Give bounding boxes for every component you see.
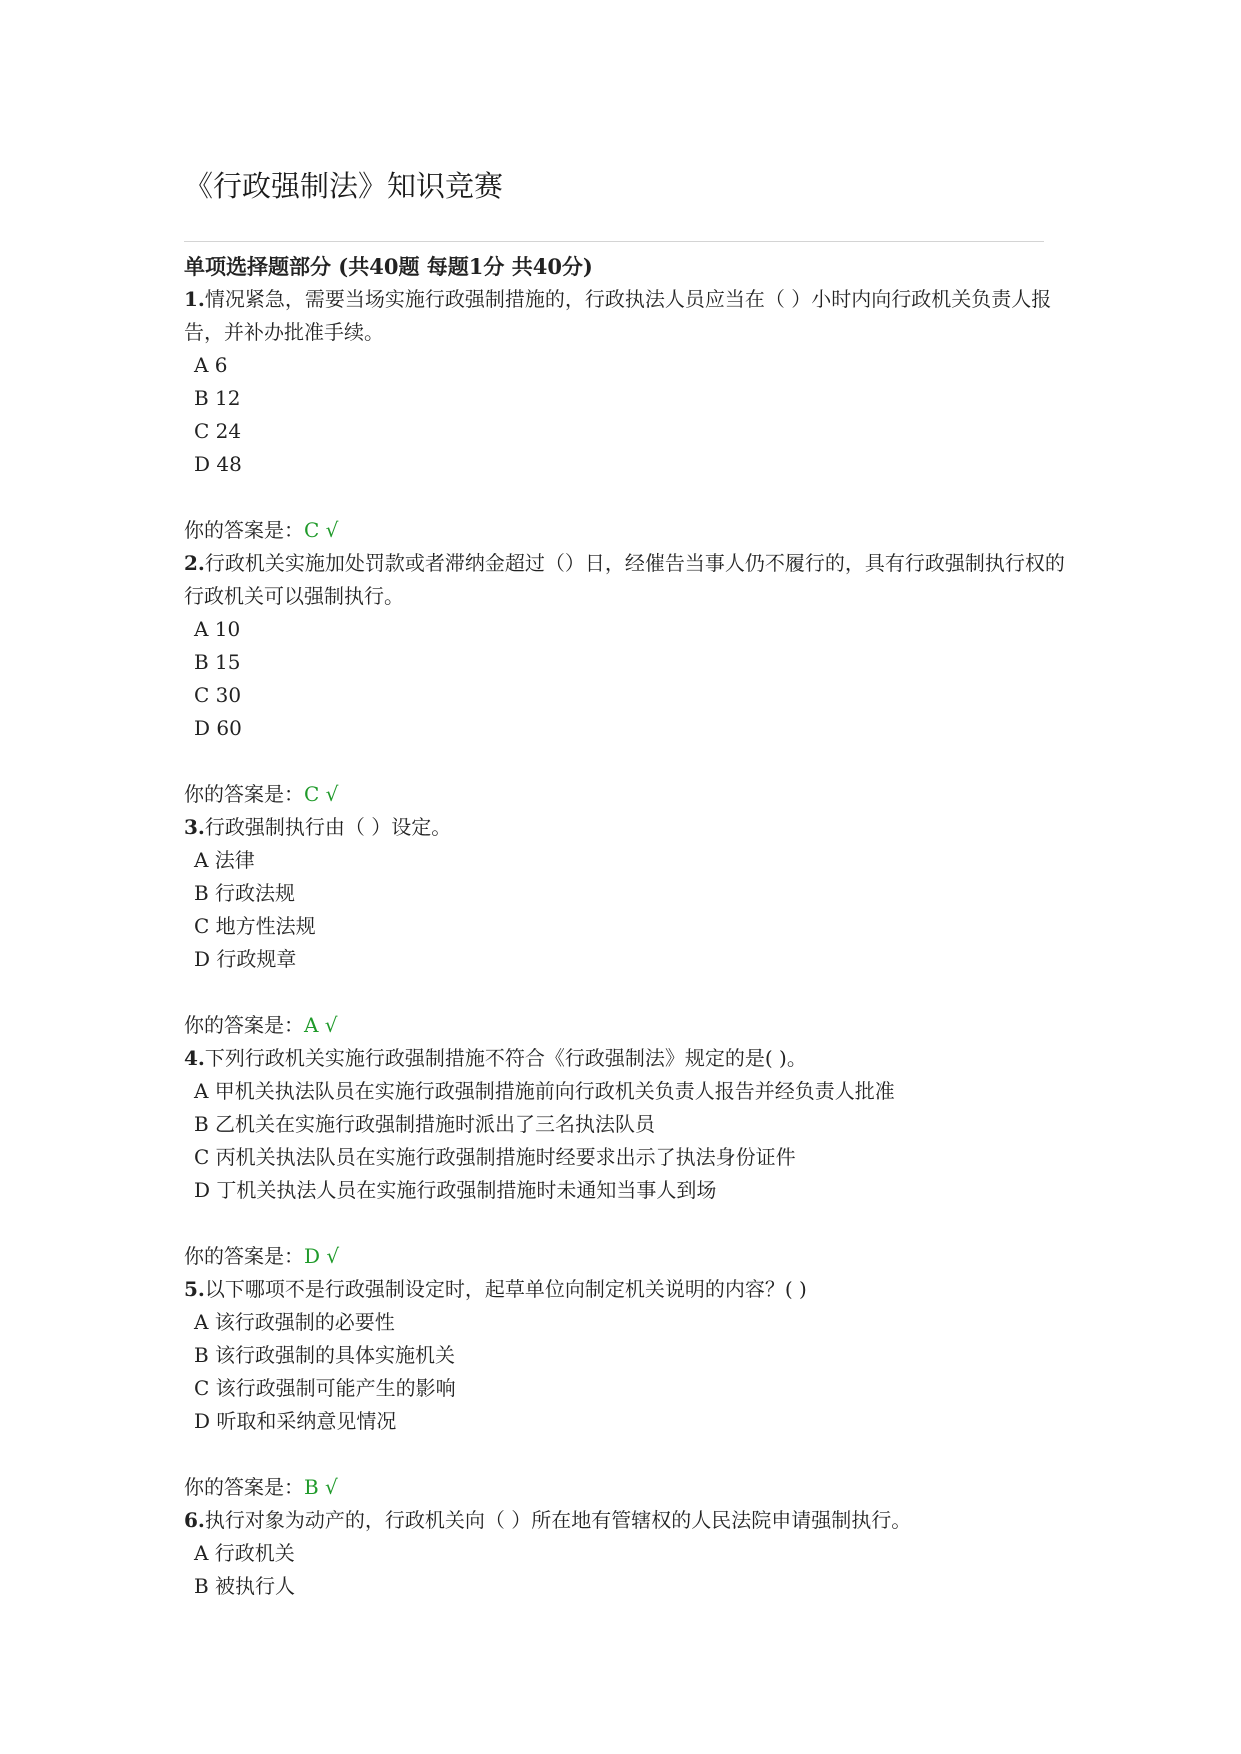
option-list (184, 1306, 1084, 1438)
answer-prefix: 你的答案是： (184, 518, 304, 542)
answer-line (184, 1240, 1084, 1273)
option-c[interactable]: C 24 (194, 419, 242, 443)
question-stem: 执行对象为动产的，行政机关向（ ）所在地有管辖权的人民法院申请强制执行。 (204, 1508, 912, 1532)
answer-line (184, 1471, 1084, 1504)
question-text (184, 1273, 1084, 1306)
option-b[interactable]: B 乙机关在实施行政强制措施时派出了三名执法队员 (194, 1112, 656, 1136)
answer-prefix: 你的答案是： (184, 1244, 304, 1268)
option-list (184, 613, 1084, 745)
option-a[interactable]: A 法律 (194, 848, 255, 872)
question-block (184, 1273, 1084, 1504)
answer-value: D √ (304, 1244, 340, 1268)
question-block (184, 1504, 1084, 1603)
option-list (184, 1537, 1084, 1603)
option-list (184, 349, 1084, 481)
question-text (184, 283, 1084, 349)
question-block (184, 1042, 1084, 1273)
question-block (184, 811, 1084, 1042)
answer-prefix: 你的答案是： (184, 782, 304, 806)
answer-value: B √ (304, 1475, 338, 1499)
option-b[interactable]: B 15 (194, 650, 241, 674)
question-number: 1. (184, 287, 205, 311)
option-d[interactable]: D 行政规章 (194, 947, 297, 971)
question-stem: 行政机关实施加处罚款或者滞纳金超过（）日，经催告当事人仍不履行的，具有行政强制执行权的行政机关可以强制执行。 (184, 551, 1065, 608)
section-title: 单项选择题部分 (共40题 每题1分 共40分) (184, 254, 593, 279)
question-text (184, 1504, 1084, 1537)
option-c[interactable]: C 地方性法规 (194, 914, 316, 938)
question-block (184, 283, 1084, 547)
answer-value: C √ (304, 518, 339, 542)
option-c[interactable]: C 该行政强制可能产生的影响 (194, 1376, 456, 1400)
question-stem: 情况紧急，需要当场实施行政强制措施的，行政执法人员应当在（ ）小时内向行政机关负责人报告，并补办批准手续。 (184, 287, 1052, 344)
option-d[interactable]: D 48 (194, 452, 242, 476)
option-a[interactable]: A 6 (194, 353, 228, 377)
option-d[interactable]: D 60 (194, 716, 242, 740)
question-stem: 行政强制执行由（ ）设定。 (204, 815, 452, 839)
option-c[interactable]: C 丙机关执法队员在实施行政强制措施时经要求出示了执法身份证件 (194, 1145, 796, 1169)
option-d[interactable]: D 听取和采纳意见情况 (194, 1409, 397, 1433)
answer-line (184, 514, 1084, 547)
question-number: 5. (184, 1277, 205, 1301)
question-number: 4. (184, 1046, 205, 1070)
option-b[interactable]: B 12 (194, 386, 241, 410)
answer-prefix: 你的答案是： (184, 1013, 304, 1037)
option-a[interactable]: A 该行政强制的必要性 (194, 1310, 395, 1334)
question-stem: 以下哪项不是行政强制设定时，起草单位向制定机关说明的内容？( ) (204, 1277, 807, 1301)
answer-line (184, 1009, 1084, 1042)
quiz-content (184, 250, 1084, 1603)
answer-line (184, 778, 1084, 811)
question-stem: 下列行政机关实施行政强制措施不符合《行政强制法》规定的是( )。 (204, 1046, 807, 1070)
page-title: 《行政强制法》知识竞赛 (184, 169, 504, 203)
option-a[interactable]: A 行政机关 (194, 1541, 295, 1565)
question-number: 2. (184, 551, 205, 575)
option-a[interactable]: A 10 (194, 617, 241, 641)
question-number: 6. (184, 1508, 205, 1532)
option-a[interactable]: A 甲机关执法队员在实施行政强制措施前向行政机关负责人报告并经负责人批准 (194, 1079, 895, 1103)
question-number: 3. (184, 815, 205, 839)
question-text (184, 547, 1084, 613)
option-list (184, 1075, 1084, 1207)
answer-value: A √ (304, 1013, 338, 1037)
option-d[interactable]: D 丁机关执法人员在实施行政强制措施时未通知当事人到场 (194, 1178, 717, 1202)
option-b[interactable]: B 该行政强制的具体实施机关 (194, 1343, 456, 1367)
question-text (184, 1042, 1084, 1075)
option-list (184, 844, 1084, 976)
answer-prefix: 你的答案是： (184, 1475, 304, 1499)
option-b[interactable]: B 行政法规 (194, 881, 296, 905)
answer-value: C √ (304, 782, 339, 806)
question-text (184, 811, 1084, 844)
title-divider (184, 241, 1044, 242)
question-block (184, 547, 1084, 811)
option-c[interactable]: C 30 (194, 683, 242, 707)
option-b[interactable]: B 被执行人 (194, 1574, 296, 1598)
